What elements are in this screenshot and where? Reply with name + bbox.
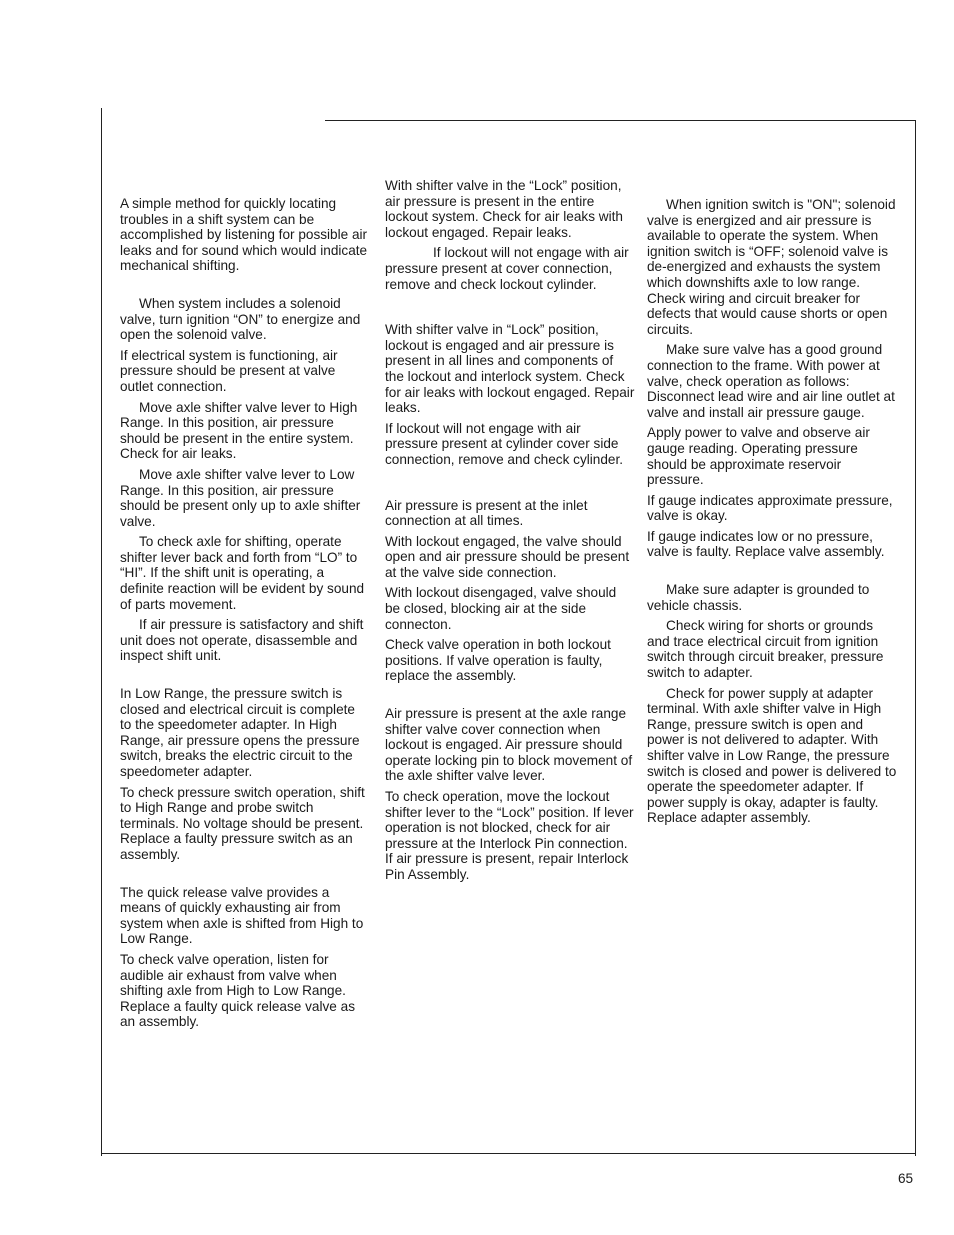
bottom-border-rule: [101, 1153, 916, 1154]
paragraph: To check pressure switch operation, shift to High Range and probe switch terminals. No voltage should be present. Replace a faulty pressure switch as an assembly.: [120, 784, 365, 862]
paragraph: With shifter valve in “Lock” position, lockout is engaged and air pressure is present in all lines and components of the lockout and interlock system. Check for air leaks with lockout engaged. Repair leaks.: [385, 322, 635, 416]
paragraph: To check operation, move the lockout shifter lever to the “Lock” position. If lever operation is not blocked, check for air pressure at the Interlock Pin connection. If air pressure is present, repair Interlock Pin Assembly.: [385, 789, 634, 882]
paragraph: A simple method for quickly locating troubles in a shift system can be accomplished by listening for possible air leaks and for sound which would indicate mechanical shifting.: [120, 196, 368, 274]
paragraph: In Low Range, the pressure switch is closed and electrical circuit is complete to the speedometer adapter. In High Range, air pressure opens the pressure switch, breaks the electric circuit to the speedometer adapter.: [120, 686, 360, 779]
left-border-rule: [101, 108, 102, 1156]
paragraph: When system includes a solenoid valve, turn ignition “ON” to energize and open the solenoid valve.: [120, 295, 361, 343]
paragraph: If electrical system is functioning, air pressure should be present at valve outlet connection.: [120, 347, 338, 394]
paragraph: Air pressure is present at the inlet connection at all times.: [385, 497, 588, 529]
text-column-3: [647, 197, 899, 831]
paragraph: With shifter valve in the “Lock” position, air pressure is present in the entire lockout system. Check for air leaks with lockout engaged. Repair leaks.: [385, 178, 623, 240]
paragraph: Apply power to valve and observe air gauge reading. Operating pressure should be approximate reservoir pressure.: [647, 425, 870, 488]
paragraph: The quick release valve provides a means of quickly exhausting air from system when axle is shifted from High to Low Range.: [120, 884, 364, 947]
paragraph: If lockout will not engage with air pressure present at cylinder cover side connection, remove and check cylinder.: [385, 420, 624, 467]
text-column-1: [120, 196, 370, 1035]
paragraph: To check valve operation, listen for audible air exhaust from valve when shifting axle from High to Low Range. Replace a faulty quick release valve as an assembly.: [120, 951, 355, 1030]
paragraph: With lockout engaged, the valve should open and air pressure should be present at the valve side connection.: [385, 533, 630, 580]
paragraph: Check for power supply at adapter terminal. With axle shifter valve in High Range, pressure switch is open and power is not delivered to adapter. With shifter valve in Low Range, the pressure switch is closed and power is delivered to operate the speedometer adapter. If power supply is okay, adapter is faulty. Replace adapter assembly.: [647, 685, 897, 826]
paragraph: With lockout disengaged, valve should be closed, blocking air at the side connecton.: [385, 585, 617, 632]
page-number: 65: [898, 1171, 914, 1186]
paragraph: Make sure adapter is grounded to vehicle chassis.: [647, 582, 870, 613]
paragraph: If gauge indicates low or no pressure, valve is faulty. Replace valve assembly.: [647, 528, 885, 560]
paragraph: Check wiring for shorts or grounds and trace electrical circuit from ignition switch through circuit breaker, pressure switch to adapter.: [647, 618, 884, 681]
paragraph: Air pressure is present at the axle range shifter valve cover connection when lockout is engaged. Air pressure should operate locking pin to block movement of the axle shifter valve lever.: [385, 706, 633, 784]
right-border-rule: [915, 120, 916, 1156]
text-column-2: [385, 178, 635, 888]
paragraph: When ignition switch is "ON"; solenoid valve is energized and air pressure is available to operate the system. When ignition switch is “OFF; solenoid valve is de-energized and exhausts the system which downshifts axle to low range. Check wiring and circuit breaker for defects that would cause shorts or open circuits.: [647, 197, 896, 337]
paragraph: If lockout will not engage with air pressure present at cover connection, remove and check lockout cylinder.: [385, 245, 629, 292]
paragraph: Check valve operation in both lockout positions. If valve operation is faulty, replace the assembly.: [385, 637, 611, 684]
paragraph: If air pressure is satisfactory and shift unit does not operate, disassemble and inspect shift unit.: [120, 617, 364, 664]
top-border-rule: [325, 120, 916, 121]
paragraph: To check axle for shifting, operate shifter lever back and forth from “LO” to “HI”. If the shift unit is operating, a definite reaction will be evident by sound of parts movement.: [120, 534, 365, 612]
paragraph: Make sure valve has a good ground connection to the frame. With power at valve, check operation as follows: Disconnect lead wire and air line outlet at valve and install air pressure gauge.: [647, 342, 895, 420]
paragraph: Move axle shifter valve lever to High Range. In this position, air pressure should be present in the entire system. Check for air leaks.: [120, 399, 358, 462]
paragraph: If gauge indicates approximate pressure, valve is okay.: [647, 492, 893, 524]
paragraph: Move axle shifter valve lever to Low Range. In this position, air pressure should be present only up to axle shifter valve.: [120, 466, 361, 529]
